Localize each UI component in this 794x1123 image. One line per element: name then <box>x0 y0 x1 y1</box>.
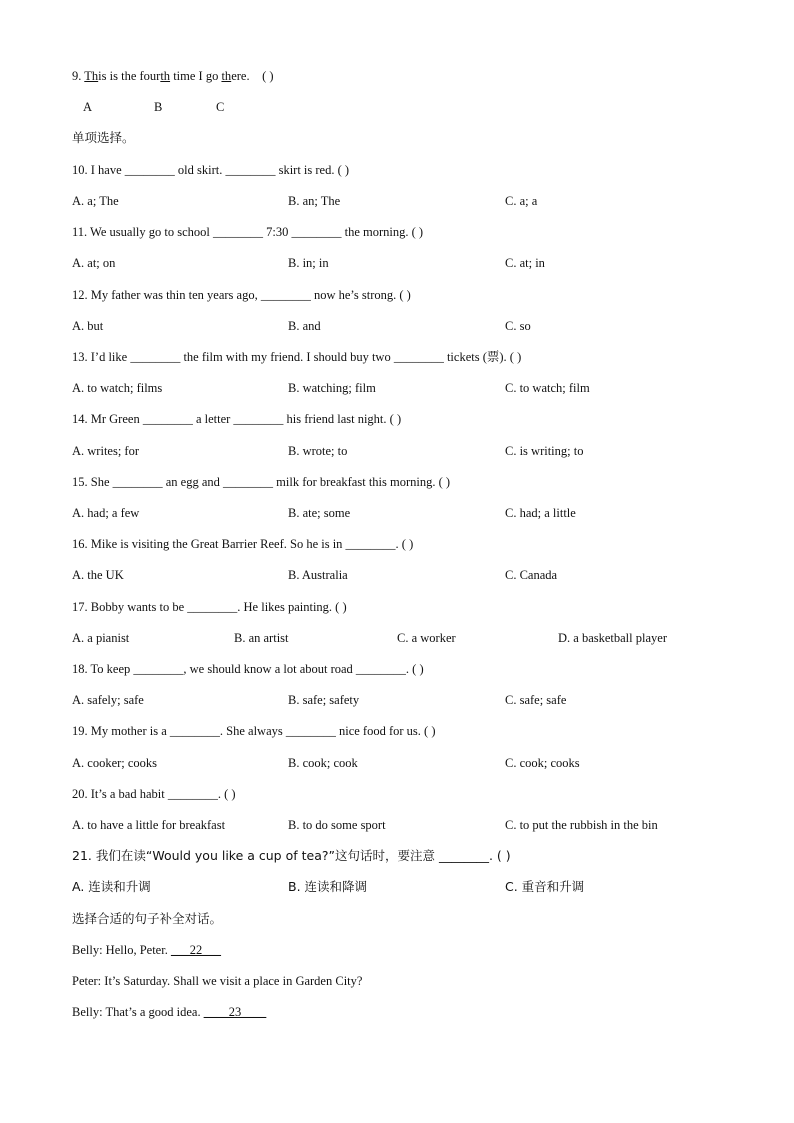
question-stem: 14. Mr Green ________ a letter ________ his friend last night. ( ) <box>72 412 402 426</box>
label-c: C <box>216 100 225 114</box>
question-stem: 16. Mike is visiting the Great Barrier Reef. So he is in ________. ( ) <box>72 537 414 551</box>
option-c: C. a worker <box>397 631 456 645</box>
option-c: C. safe; safe <box>505 693 567 707</box>
question-9-stem: 9. This is the fourth time I go there. ( ) <box>72 69 274 83</box>
question-stem: 21. 我们在读“Would you like a cup of tea?”这句话时，要注意 ________. ( ) <box>72 848 511 863</box>
option-c: C. 重音和升调 <box>505 879 585 894</box>
option-d: D. a basketball player <box>558 631 667 645</box>
question-options <box>72 505 772 521</box>
option-a: A. to have a little for breakfast <box>72 818 226 832</box>
dialogue-blank: ____23____ <box>203 1005 267 1019</box>
option-b: B. Australia <box>288 568 348 582</box>
option-b: B. an artist <box>234 631 289 645</box>
answer-paren: ( ) <box>262 69 274 83</box>
option-c: C. at; in <box>505 256 545 270</box>
question-stem: 18. To keep ________, we should know a lot about road ________. ( ) <box>72 662 424 676</box>
option-b: B. wrote; to <box>288 444 348 458</box>
dialogue-text: Belly: Hello, Peter. <box>72 943 171 957</box>
option-c: C. a; a <box>505 194 538 208</box>
option-b: B. 连读和降调 <box>288 879 368 894</box>
question-options <box>72 318 772 334</box>
option-c: C. to watch; film <box>505 381 590 395</box>
question-options <box>72 755 772 771</box>
option-b: B. and <box>288 319 321 333</box>
option-a: A. but <box>72 319 104 333</box>
option-c: C. is writing; to <box>505 444 584 458</box>
option-b: B. cook; cook <box>288 756 358 770</box>
option-a: A. cooker; cooks <box>72 756 158 770</box>
question-9-labels <box>72 99 772 115</box>
option-c: C. Canada <box>505 568 558 582</box>
option-b: B. an; The <box>288 194 341 208</box>
question-options <box>72 692 772 708</box>
dialogue-blank: ___22___ <box>170 943 221 957</box>
dialogue-text: Peter: It’s Saturday. Shall we visit a place in Garden City? <box>72 974 363 988</box>
option-b: B. ate; some <box>288 506 351 520</box>
question-stem: 13. I’d like ________ the film with my friend. I should buy two ________ tickets (票). ( ) <box>72 350 522 364</box>
question-options <box>72 817 772 833</box>
option-a: A. 连读和升调 <box>72 879 151 894</box>
option-a: A. had; a few <box>72 506 140 520</box>
option-c: C. cook; cooks <box>505 756 580 770</box>
question-options <box>72 255 772 271</box>
option-a: A. the UK <box>72 568 124 582</box>
option-c: C. so <box>505 319 531 333</box>
option-a: A. safely; safe <box>72 693 144 707</box>
question-stem: 12. My father was thin ten years ago, ________ now he’s strong. ( ) <box>72 288 411 302</box>
question-options <box>72 879 772 895</box>
option-b: B. to do some sport <box>288 818 386 832</box>
section-heading-dialogue: 选择合适的句子补全对话。 <box>72 911 223 926</box>
dialogue-line <box>72 1004 266 1020</box>
option-c: C. to put the rubbish in the bin <box>505 818 658 832</box>
question-stem: 19. My mother is a ________. She always ________ nice food for us. ( ) <box>72 724 436 738</box>
question-stem: 11. We usually go to school ________ 7:30 ________ the morning. ( ) <box>72 225 424 239</box>
question-stem: 20. It’s a bad habit ________. ( ) <box>72 787 236 801</box>
option-a: A. a; The <box>72 194 119 208</box>
option-a: A. writes; for <box>72 444 139 458</box>
option-a: A. to watch; films <box>72 381 163 395</box>
option-b: B. safe; safety <box>288 693 360 707</box>
option-b: B. in; in <box>288 256 329 270</box>
option-b: B. watching; film <box>288 381 376 395</box>
dialogue-text: Belly: That’s a good idea. <box>72 1005 204 1019</box>
question-stem: 17. Bobby wants to be ________. He likes painting. ( ) <box>72 600 347 614</box>
question-stem: 15. She ________ an egg and ________ milk for breakfast this morning. ( ) <box>72 475 451 489</box>
question-options <box>72 443 772 459</box>
question-options <box>72 193 772 209</box>
section-heading-single-choice: 单项选择。 <box>72 130 135 145</box>
option-a: A. a pianist <box>72 631 130 645</box>
label-b: B <box>154 100 163 114</box>
dialogue-line <box>72 973 362 989</box>
dialogue-line <box>72 942 221 958</box>
label-a: A <box>83 100 93 114</box>
question-options <box>72 380 772 396</box>
question-options <box>72 567 772 583</box>
option-a: A. at; on <box>72 256 116 270</box>
question-stem: 10. I have ________ old skirt. ________ skirt is red. ( ) <box>72 163 350 177</box>
option-c: C. had; a little <box>505 506 576 520</box>
question-options <box>72 630 772 646</box>
